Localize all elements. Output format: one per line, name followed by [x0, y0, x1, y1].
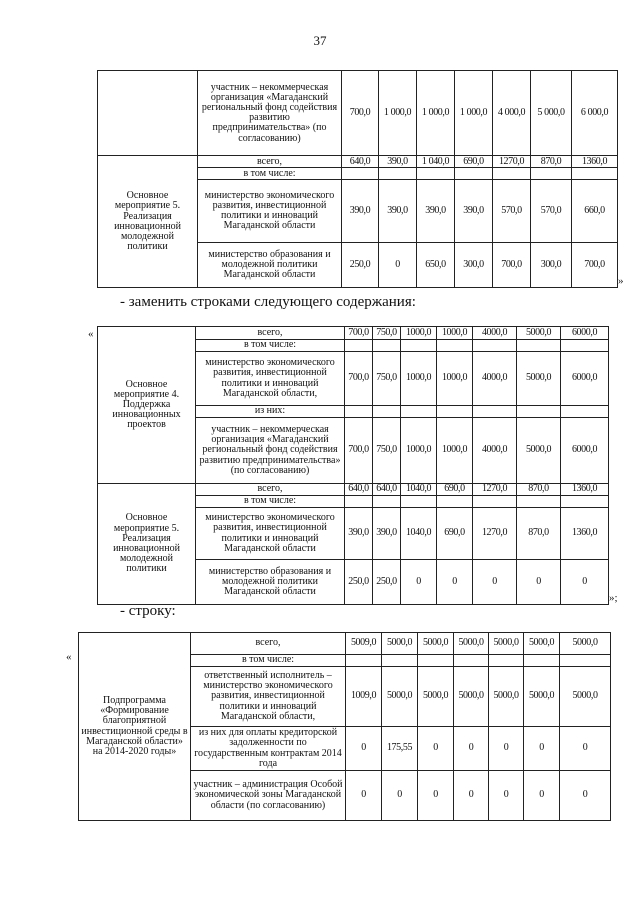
table-cell: 1040,0 — [401, 484, 437, 496]
heading-row: - строку: — [120, 603, 176, 619]
table-cell: 390,0 — [379, 180, 417, 242]
table-cell: 5009,0 — [346, 633, 382, 655]
table-row — [98, 327, 609, 340]
table-cell: 1000,0 — [437, 418, 473, 484]
table-cell: министерство экономического развития, инвестиционной политики и инноваций Магаданской области — [198, 180, 342, 242]
table-cell: 5000,0 — [524, 633, 560, 655]
heading-replace-rows: - заменить строками следующего содержания: — [120, 294, 416, 310]
table-cell: 700,0 — [572, 242, 618, 287]
table-cell: 1000,0 — [401, 327, 437, 340]
table-cell: 6000,0 — [561, 327, 609, 340]
table-cell: всего, — [191, 633, 346, 655]
table-cell: из них: — [196, 406, 345, 418]
table-cell: 6000,0 — [561, 418, 609, 484]
table-cell: 1000,0 — [437, 327, 473, 340]
table-cell: 5000,0 — [382, 667, 418, 727]
table-cell: участник – администрация Особой экономической зоны Магаданской области (по согласованию) — [191, 771, 346, 821]
table-cell: 0 — [473, 560, 517, 605]
table-cell: 1000,0 — [401, 352, 437, 406]
table-cell: всего, — [196, 484, 345, 496]
table-cell: 1 040,0 — [417, 156, 455, 168]
table-cell: 690,0 — [437, 508, 473, 560]
table-cell: министерство образования и молодежной политики Магаданской области — [196, 560, 345, 605]
table-cell: 750,0 — [373, 418, 401, 484]
table-cell: 390,0 — [345, 508, 373, 560]
table-cell: 390,0 — [342, 180, 379, 242]
table-row — [98, 71, 618, 156]
table-cell: 1 000,0 — [417, 71, 455, 156]
table-cell: 640,0 — [373, 484, 401, 496]
table-cell: участник – некоммерческая организация «Магаданский региональный фонд содействия развитию предпринимательства» (по согласованию) — [198, 71, 342, 156]
table-cell: участник – некоммерческая организация «Магаданский региональный фонд содействия развитию предпринимательства» (по согласованию) — [196, 418, 345, 484]
table-cell: 750,0 — [373, 352, 401, 406]
table-cell: 390,0 — [373, 508, 401, 560]
table-cell: 4000,0 — [473, 327, 517, 340]
table-cell: 1270,0 — [473, 484, 517, 496]
table-cell: 750,0 — [373, 327, 401, 340]
table-cell: из них для оплаты кредиторской задолженности по государственным контрактам 2014 года — [191, 727, 346, 771]
table-cell: Подпрограмма «Формирование благоприятной инвестиционной среды в Магаданской области» на 2014-2020 годы» — [79, 633, 191, 821]
open-quote: « — [66, 651, 72, 663]
table-cell: 0 — [561, 560, 609, 605]
page-number: 37 — [313, 33, 327, 48]
table-2 — [97, 326, 609, 605]
table-cell: 5000,0 — [489, 633, 524, 655]
table-cell: министерство экономического развития, инвестиционной политики и инноваций Магаданской области, — [196, 352, 345, 406]
table-cell: 570,0 — [493, 180, 531, 242]
table-cell: 0 — [517, 560, 561, 605]
table-cell: 4 000,0 — [493, 71, 531, 156]
table-cell: 250,0 — [345, 560, 373, 605]
table-cell: 5000,0 — [560, 633, 611, 655]
table-cell: 1 000,0 — [379, 71, 417, 156]
table-cell: 0 — [382, 771, 418, 821]
table-cell: ответственный исполнитель – министерство экономического развития, инвестиционной политики и инноваций Магаданской области, — [191, 667, 346, 727]
table-cell: 0 — [489, 771, 524, 821]
table-cell: 870,0 — [517, 484, 561, 496]
table-cell: 570,0 — [531, 180, 572, 242]
table-1 — [97, 70, 618, 288]
table-cell: 5000,0 — [489, 667, 524, 727]
table-row — [79, 633, 611, 655]
table-cell: 1009,0 — [346, 667, 382, 727]
table-cell: 0 — [524, 727, 560, 771]
table-cell: 0 — [454, 771, 489, 821]
table-cell: 6 000,0 — [572, 71, 618, 156]
table-cell: 1040,0 — [401, 508, 437, 560]
table-cell: 390,0 — [417, 180, 455, 242]
table-cell: 690,0 — [437, 484, 473, 496]
table-cell: 640,0 — [342, 156, 379, 168]
table-cell: 1270,0 — [493, 156, 531, 168]
table-cell: всего, — [198, 156, 342, 168]
table-cell: 1360,0 — [572, 156, 618, 168]
table-cell: 660,0 — [572, 180, 618, 242]
table-cell: 0 — [454, 727, 489, 771]
table-cell: 390,0 — [455, 180, 493, 242]
table-cell: 870,0 — [517, 508, 561, 560]
table-cell: 1000,0 — [401, 418, 437, 484]
table-cell: 4000,0 — [473, 352, 517, 406]
table-cell: 700,0 — [342, 71, 379, 156]
table-cell: 0 — [379, 242, 417, 287]
table-cell: 650,0 — [417, 242, 455, 287]
table-cell: в том числе: — [196, 496, 345, 508]
table-cell: 0 — [524, 771, 560, 821]
table-cell: министерство образования и молодежной политики Магаданской области — [198, 242, 342, 287]
table-cell: 390,0 — [379, 156, 417, 168]
table-cell: 640,0 — [345, 484, 373, 496]
table-cell: в том числе: — [191, 655, 346, 667]
table-cell: 175,55 — [382, 727, 418, 771]
table-cell: Основное мероприятие 5. Реализация инновационной молодежной политики — [98, 156, 198, 288]
table-cell: 0 — [560, 771, 611, 821]
table-cell: 700,0 — [345, 352, 373, 406]
table-cell: 300,0 — [455, 242, 493, 287]
table-cell: 5000,0 — [454, 633, 489, 655]
table-cell: 0 — [418, 771, 454, 821]
table-cell: 5000,0 — [517, 418, 561, 484]
open-quote: « — [88, 328, 94, 340]
table-cell: 0 — [346, 771, 382, 821]
table-cell: в том числе: — [198, 168, 342, 180]
table-3 — [78, 632, 611, 821]
table-cell: 5000,0 — [517, 352, 561, 406]
table-cell — [98, 71, 198, 156]
table-cell: 5000,0 — [517, 327, 561, 340]
table-cell: 1270,0 — [473, 508, 517, 560]
table-cell: 5000,0 — [454, 667, 489, 727]
table-cell: 5000,0 — [524, 667, 560, 727]
table-cell: 0 — [418, 727, 454, 771]
table-cell: министерство экономического развития, инвестиционной политики и инноваций Магаданской области — [196, 508, 345, 560]
table-cell: 700,0 — [345, 418, 373, 484]
table-cell: 0 — [401, 560, 437, 605]
table-cell: 5000,0 — [560, 667, 611, 727]
table-row — [98, 484, 609, 496]
table-cell: Основное мероприятие 5. Реализация инновационной молодежной политики — [98, 484, 196, 605]
table-cell: 1360,0 — [561, 484, 609, 496]
table-cell: 6000,0 — [561, 352, 609, 406]
table-cell: 0 — [489, 727, 524, 771]
table-cell: 690,0 — [455, 156, 493, 168]
table-cell: 5000,0 — [382, 633, 418, 655]
table-cell: 1000,0 — [437, 352, 473, 406]
table-cell: 5000,0 — [418, 633, 454, 655]
table-cell: 700,0 — [493, 242, 531, 287]
table-cell: в том числе: — [196, 340, 345, 352]
table-cell: 250,0 — [342, 242, 379, 287]
table-cell: 250,0 — [373, 560, 401, 605]
table-cell: 5000,0 — [418, 667, 454, 727]
table-row — [98, 156, 618, 168]
table-cell: 5 000,0 — [531, 71, 572, 156]
table-cell: всего, — [196, 327, 345, 340]
table-cell: 4000,0 — [473, 418, 517, 484]
table-cell: 700,0 — [345, 327, 373, 340]
close-quote: »; — [609, 592, 618, 604]
table-cell: 870,0 — [531, 156, 572, 168]
table-cell: 0 — [560, 727, 611, 771]
table-cell: 0 — [437, 560, 473, 605]
table-cell: 300,0 — [531, 242, 572, 287]
close-quote: » — [618, 275, 624, 287]
table-cell: 1 000,0 — [455, 71, 493, 156]
table-cell: 1360,0 — [561, 508, 609, 560]
table-cell: Основное мероприятие 4. Поддержка инновационных проектов — [98, 327, 196, 484]
table-cell: 0 — [346, 727, 382, 771]
